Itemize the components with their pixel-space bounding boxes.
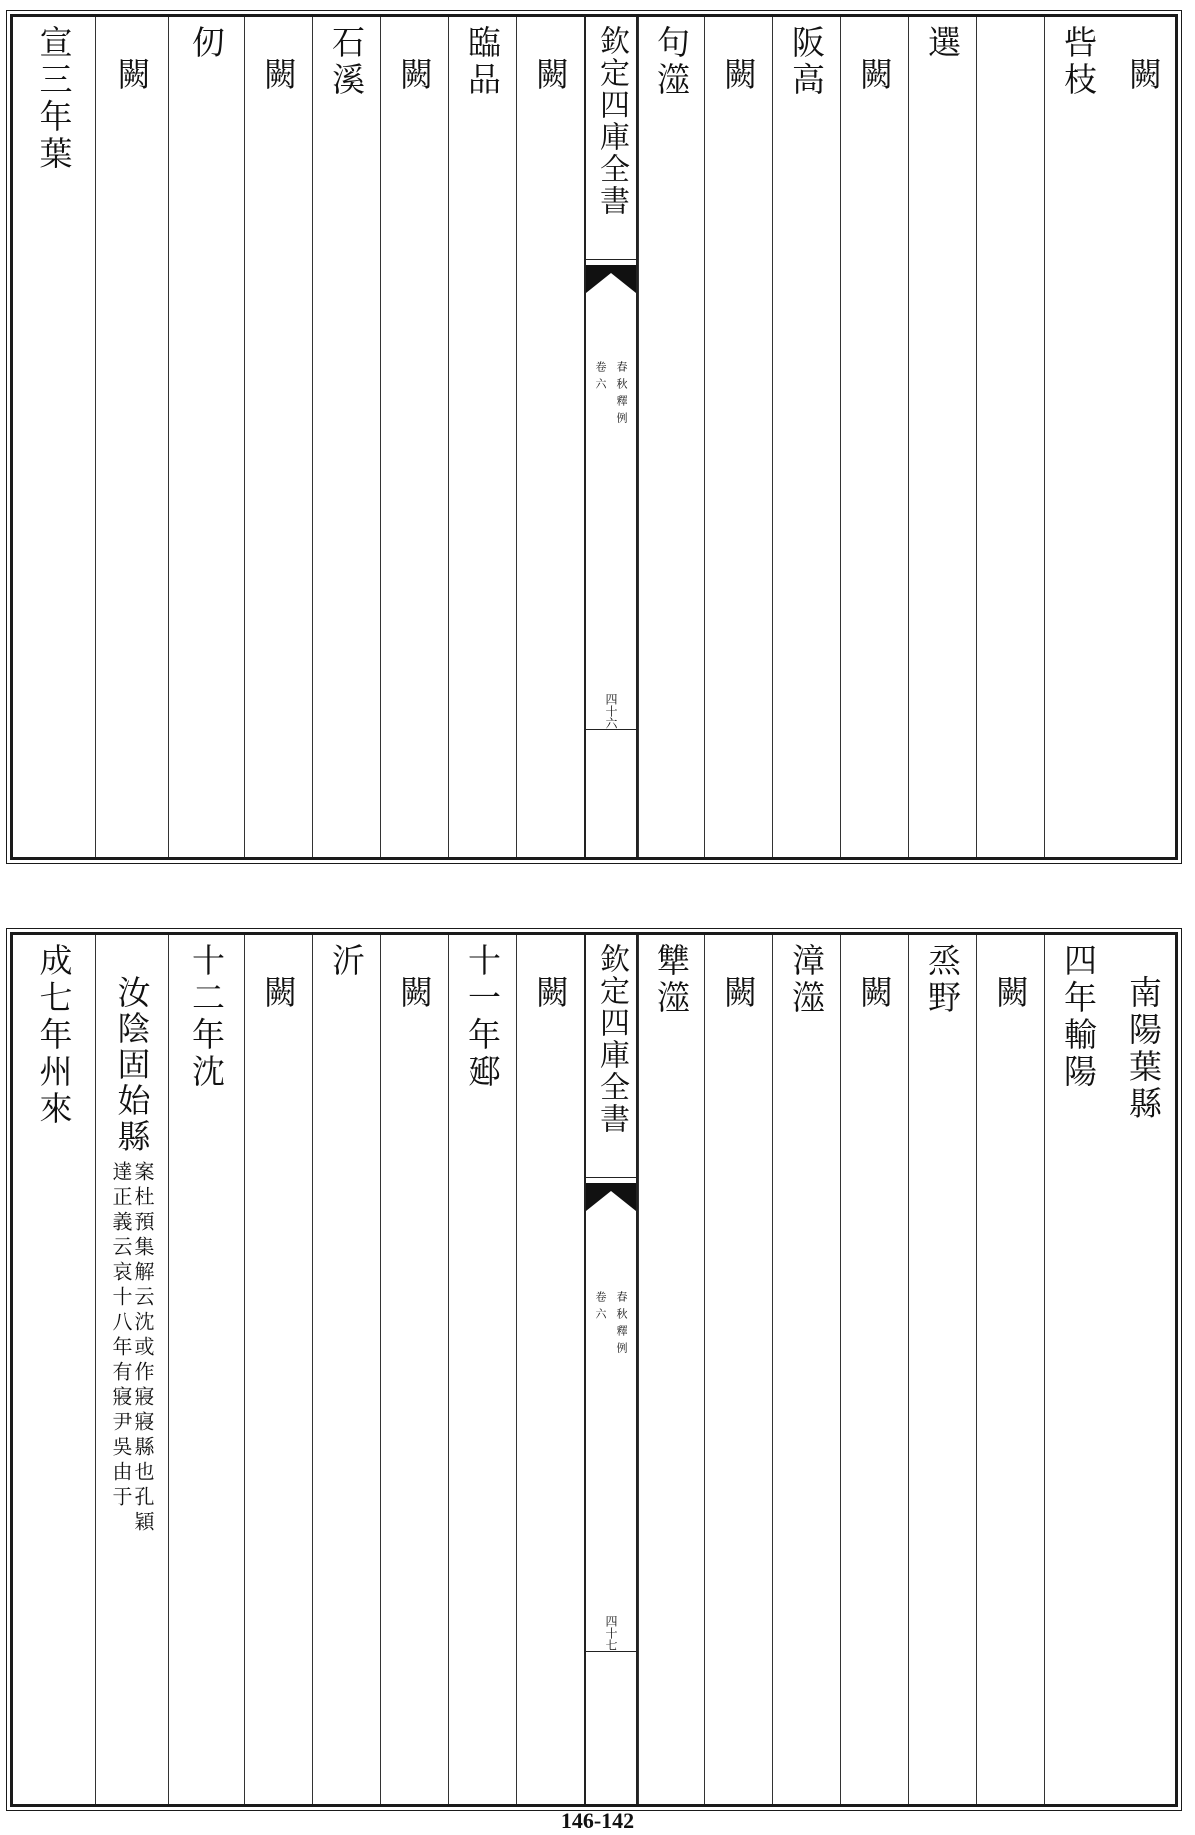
top-col-l1 bbox=[516, 17, 584, 857]
top-col-r3 bbox=[976, 17, 1044, 857]
column-text: 闕 bbox=[259, 975, 298, 1012]
book-title-box bbox=[586, 939, 636, 1178]
column-text: 宣三年葉 bbox=[34, 25, 74, 173]
bottom-col-l2 bbox=[448, 935, 516, 1804]
book-title: 欽定四庫全書 bbox=[594, 25, 629, 217]
column-text: 選 bbox=[923, 25, 962, 62]
top-center-fold bbox=[584, 17, 638, 857]
column-text: 闕 bbox=[719, 57, 758, 94]
column-text: 十二年沈 bbox=[187, 943, 226, 1091]
column-text: 漳澨 bbox=[787, 943, 826, 1017]
folio-number: 四十七 bbox=[604, 1615, 618, 1651]
top-page bbox=[10, 14, 1178, 860]
top-col-l4 bbox=[312, 17, 380, 857]
column-text: 闕 bbox=[112, 57, 152, 94]
column-text: 闕 bbox=[855, 57, 894, 94]
commentary-note bbox=[111, 1161, 153, 1536]
bottom-page bbox=[10, 932, 1178, 1807]
column-text: 汝陰固始縣 bbox=[112, 975, 152, 1155]
center-subtitle bbox=[595, 361, 627, 429]
column-text: 句澨 bbox=[652, 25, 691, 99]
column-text: 臨品 bbox=[463, 25, 502, 99]
top-col-r1 bbox=[1112, 17, 1175, 857]
column-text: 烝野 bbox=[923, 943, 962, 1017]
bottom-col-r8 bbox=[638, 935, 704, 1804]
column-text: 闕 bbox=[395, 57, 434, 94]
top-col-r2 bbox=[1044, 17, 1112, 857]
column-text: 沂 bbox=[327, 943, 366, 980]
commentary-line-left: 達正義云哀十八年有寢尹吳由于 bbox=[109, 1161, 133, 1511]
column-text: 南陽葉縣 bbox=[1124, 975, 1163, 1123]
bottom-col-l5 bbox=[244, 935, 312, 1804]
top-col-l5 bbox=[244, 17, 312, 857]
column-text: 闕 bbox=[531, 975, 570, 1012]
column-text: 仞 bbox=[187, 25, 226, 62]
bottom-col-r1 bbox=[1112, 935, 1175, 1804]
top-col-r6 bbox=[772, 17, 840, 857]
column-text: 闕 bbox=[1124, 57, 1163, 94]
column-text: 犨澨 bbox=[652, 943, 691, 1017]
folio-number: 四十六 bbox=[604, 693, 618, 729]
column-text: 闕 bbox=[719, 975, 758, 1012]
folio-rule bbox=[586, 729, 636, 730]
column-text: 闕 bbox=[855, 975, 894, 1012]
subtitle-volume: 卷六 bbox=[594, 1291, 607, 1325]
column-text: 成七年州來 bbox=[34, 943, 74, 1128]
bottom-col-l6 bbox=[168, 935, 244, 1804]
top-col-l6 bbox=[168, 17, 244, 857]
bottom-col-r2 bbox=[1044, 935, 1112, 1804]
top-column-grid bbox=[13, 17, 1175, 857]
bottom-col-l1 bbox=[516, 935, 584, 1804]
center-subtitle bbox=[595, 1291, 627, 1359]
top-col-r7 bbox=[704, 17, 772, 857]
top-col-r4 bbox=[908, 17, 976, 857]
subtitle-book: 春秋釋例 bbox=[615, 361, 628, 429]
subtitle-volume: 卷六 bbox=[594, 361, 607, 395]
column-text: 四年輸陽 bbox=[1059, 943, 1098, 1091]
commentary-line-right: 案杜預集解云沈或作寢寢縣也孔穎 bbox=[131, 1161, 155, 1536]
bottom-col-r5 bbox=[840, 935, 908, 1804]
column-text: 呰枝 bbox=[1059, 25, 1098, 99]
column-text: 石溪 bbox=[327, 25, 366, 99]
bottom-col-r4 bbox=[908, 935, 976, 1804]
bottom-col-r6 bbox=[772, 935, 840, 1804]
folio-rule bbox=[586, 1651, 636, 1652]
top-col-r5 bbox=[840, 17, 908, 857]
bottom-col-l7 bbox=[95, 935, 168, 1804]
bottom-col-l4 bbox=[312, 935, 380, 1804]
book-title: 欽定四庫全書 bbox=[594, 943, 629, 1135]
column-text: 闕 bbox=[259, 57, 298, 94]
bottom-center-fold bbox=[584, 935, 638, 1804]
top-col-l3 bbox=[380, 17, 448, 857]
page-footer-number: 146-142 bbox=[560, 1808, 635, 1833]
column-text: 阪高 bbox=[787, 25, 826, 99]
fishtail-mark bbox=[586, 1183, 636, 1213]
fishtail-mark bbox=[586, 265, 636, 295]
top-col-l8 bbox=[13, 17, 95, 857]
bottom-col-r7 bbox=[704, 935, 772, 1804]
column-text: 闕 bbox=[395, 975, 434, 1012]
bottom-col-l3 bbox=[380, 935, 448, 1804]
bottom-column-grid bbox=[13, 935, 1175, 1804]
top-col-r8 bbox=[638, 17, 704, 857]
column-text: 十一年郔 bbox=[463, 943, 502, 1091]
subtitle-book: 春秋釋例 bbox=[615, 1291, 628, 1359]
bottom-col-l8 bbox=[13, 935, 95, 1804]
column-text: 闕 bbox=[531, 57, 570, 94]
book-title-box bbox=[586, 21, 636, 260]
bottom-col-r3 bbox=[976, 935, 1044, 1804]
top-col-l7 bbox=[95, 17, 168, 857]
column-text: 闕 bbox=[991, 975, 1030, 1012]
top-col-l2 bbox=[448, 17, 516, 857]
